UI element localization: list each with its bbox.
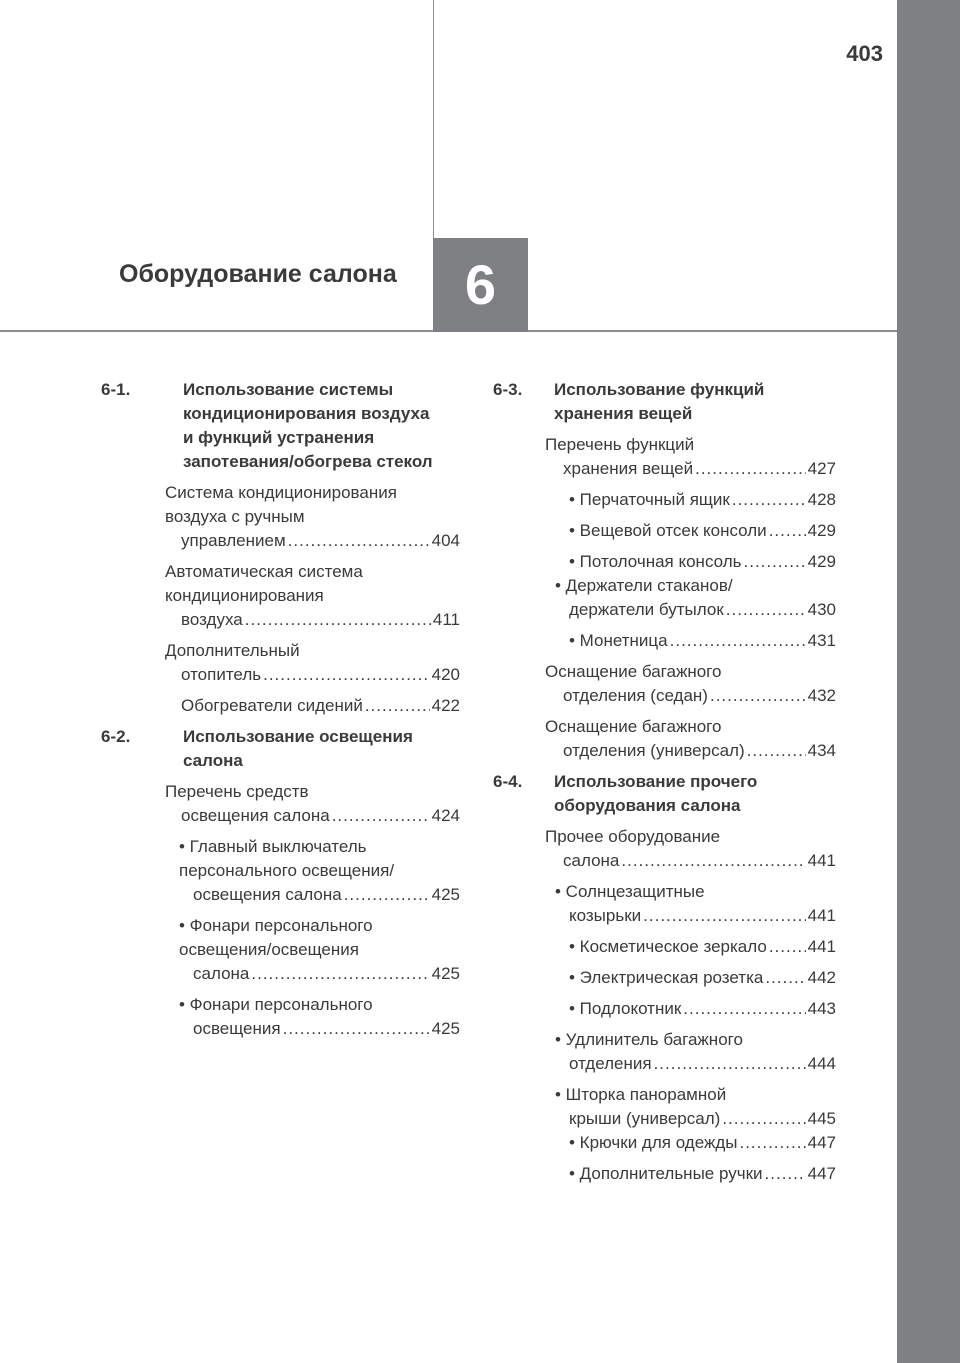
entry-text-line: освещения салона — [181, 806, 330, 825]
entry-page-number[interactable]: 425 — [431, 885, 460, 904]
entry-leader-row — [181, 804, 460, 828]
entry-page-number[interactable]: 441 — [807, 937, 836, 956]
entry-text-line: Система кондиционирования — [165, 483, 397, 502]
section-title-line: и функций устранения — [183, 428, 375, 447]
toc-bullet-entry[interactable] — [493, 488, 836, 512]
dot-leader — [245, 608, 431, 632]
entry-page-number[interactable]: 441 — [807, 851, 836, 870]
entry-leader-row — [193, 883, 460, 907]
dot-leader — [744, 550, 806, 574]
entry-page-number[interactable]: 425 — [431, 964, 460, 983]
dot-leader — [670, 629, 806, 653]
dot-leader — [283, 1017, 430, 1041]
entry-leader-row — [569, 488, 836, 512]
toc-section-heading — [493, 378, 836, 426]
entry-text-line: Обогреватели сидений — [181, 696, 363, 715]
entry-text-line: воздуха с ручным — [165, 507, 305, 526]
toc-bullet-entry[interactable] — [493, 1162, 836, 1186]
toc-entry[interactable] — [493, 660, 836, 708]
entry-leader-row — [569, 966, 836, 990]
toc-bullet-entry[interactable] — [493, 629, 836, 653]
dot-leader — [769, 519, 806, 543]
entry-page-number[interactable]: 432 — [807, 686, 836, 705]
toc-entry[interactable] — [493, 433, 836, 481]
section-title-line: салона — [183, 751, 243, 770]
entry-page-number[interactable]: 404 — [431, 531, 460, 550]
chapter-number-box: 6 — [433, 238, 528, 332]
entry-page-number[interactable]: 425 — [431, 1019, 460, 1038]
entry-text-line: • Крючки для одежды — [569, 1133, 738, 1152]
toc-bullet-entry[interactable] — [493, 1131, 836, 1155]
section-title-line: Использование освещения — [183, 727, 413, 746]
entry-text-line: • Фонари персонального — [179, 916, 373, 935]
entry-text-line: отделения (седан) — [563, 686, 708, 705]
entry-text-line: салона — [193, 964, 250, 983]
entry-leader-row — [563, 849, 836, 873]
entry-text-line: освещения салона — [193, 885, 342, 904]
section-title-line: запотевания/обогрева стекол — [183, 452, 433, 471]
entry-leader-row — [569, 1052, 836, 1076]
dot-leader — [765, 1162, 806, 1186]
toc-section-heading — [101, 378, 460, 474]
entry-page-number[interactable]: 444 — [807, 1054, 836, 1073]
section-title-line: Использование прочего — [554, 772, 758, 791]
toc-entry[interactable] — [101, 639, 460, 687]
section-number: 6-1. — [101, 380, 131, 399]
toc-bullet-entry[interactable] — [493, 519, 836, 543]
toc-entry[interactable] — [493, 715, 836, 763]
dot-leader — [365, 694, 430, 718]
entry-leader-row — [569, 1107, 836, 1131]
entry-leader-row — [569, 550, 836, 574]
entry-text-line: крыши (универсал) — [569, 1109, 721, 1128]
dot-leader — [332, 804, 430, 828]
entry-text-line: Перечень функций — [545, 435, 695, 454]
entry-text-line: • Главный выключатель — [179, 837, 367, 856]
dot-leader — [765, 966, 805, 990]
entry-page-number[interactable]: 424 — [431, 806, 460, 825]
entry-page-number[interactable]: 428 — [807, 490, 836, 509]
entry-leader-row — [569, 1131, 836, 1155]
entry-text-line: • Монетница — [569, 631, 668, 650]
section-number: 6-3. — [493, 380, 523, 399]
entry-text-line: • Вещевой отсек консоли — [569, 521, 767, 540]
entry-text-line: • Дополнительные ручки — [569, 1164, 763, 1183]
entry-page-number[interactable]: 443 — [807, 999, 836, 1018]
entry-leader-row — [193, 962, 460, 986]
entry-leader-row — [569, 1162, 836, 1186]
entry-leader-row — [569, 904, 836, 928]
toc-bullet-entry[interactable] — [493, 966, 836, 990]
dot-leader — [683, 997, 805, 1021]
entry-text-line: Автоматическая система — [165, 562, 363, 581]
entry-page-number[interactable]: 429 — [807, 521, 836, 540]
entry-text-line: Дополнительный — [165, 641, 300, 660]
dot-leader — [654, 1052, 806, 1076]
entry-text-line: отделения (универсал) — [563, 741, 745, 760]
dot-leader — [726, 598, 806, 622]
entry-leader-row — [181, 608, 460, 632]
entry-leader-row — [569, 997, 836, 1021]
section-title-line: кондиционирования воздуха — [183, 404, 430, 423]
entry-text-line: персонального освещения/ — [179, 861, 395, 880]
entry-text-line: Оснащение багажного — [545, 717, 722, 736]
entry-page-number[interactable]: 430 — [807, 600, 836, 619]
entry-text-line: Оснащение багажного — [545, 662, 722, 681]
entry-text-line: держатели бутылок — [569, 600, 724, 619]
toc-section-heading — [493, 770, 836, 818]
toc-bullet-entry[interactable] — [493, 1028, 836, 1076]
toc-entry[interactable] — [101, 481, 460, 553]
toc-bullet-entry[interactable] — [493, 935, 836, 959]
toc-entry[interactable] — [101, 560, 460, 632]
entry-text-line: воздуха — [181, 610, 243, 629]
dot-leader — [251, 962, 429, 986]
entry-page-number[interactable]: 429 — [807, 552, 836, 571]
entry-text-line: освещения/освещения — [179, 940, 359, 959]
toc-right-column — [493, 378, 836, 1193]
entry-text-line: отделения — [569, 1054, 652, 1073]
toc-bullet-entry[interactable] — [101, 835, 460, 907]
entry-page-number[interactable]: 427 — [807, 459, 836, 478]
dot-leader — [695, 457, 806, 481]
entry-text-line: • Перчаточный ящик — [569, 490, 730, 509]
toc-entry[interactable] — [101, 780, 460, 828]
toc-bullet-entry[interactable] — [493, 574, 836, 622]
dot-leader — [621, 849, 805, 873]
entry-leader-row — [563, 684, 836, 708]
dot-leader — [739, 1131, 805, 1155]
entry-page-number[interactable]: 447 — [807, 1164, 836, 1183]
toc-bullet-entry[interactable] — [101, 993, 460, 1041]
entry-leader-row — [569, 935, 836, 959]
entry-leader-row — [563, 457, 836, 481]
entry-text-line: • Шторка панорамной — [555, 1085, 727, 1104]
entry-text-line: • Электрическая розетка — [569, 968, 764, 987]
entry-text-line: Перечень средств — [165, 782, 309, 801]
dot-leader — [732, 488, 806, 512]
entry-leader-row — [181, 529, 460, 553]
entry-page-number[interactable]: 431 — [807, 631, 836, 650]
dot-leader — [722, 1107, 805, 1131]
entry-text-line: • Подлокотник — [569, 999, 682, 1018]
entry-text-line: козырьки — [569, 906, 642, 925]
dot-leader — [769, 935, 806, 959]
toc-bullet-entry[interactable] — [493, 550, 836, 574]
entry-text-line: кондиционирования — [165, 586, 324, 605]
entry-page-number[interactable]: 445 — [807, 1109, 836, 1128]
dot-leader — [643, 904, 805, 928]
entry-leader-row — [193, 1017, 460, 1041]
entry-text-line: • Косметическое зеркало — [569, 937, 767, 956]
section-number: 6-2. — [101, 727, 131, 746]
header-vertical-rule — [433, 0, 434, 240]
entry-text-line: • Держатели стаканов/ — [555, 576, 733, 595]
toc-entry[interactable] — [493, 825, 836, 873]
entry-text-line: • Удлинитель багажного — [555, 1030, 743, 1049]
toc-bullet-entry[interactable] — [493, 1083, 836, 1131]
section-title-line: оборудования салона — [554, 796, 741, 815]
entry-text-line: управлением — [181, 531, 286, 550]
section-number: 6-4. — [493, 772, 523, 791]
page-title: Оборудование салона — [119, 260, 397, 288]
page-number: 403 — [846, 41, 883, 66]
toc-bullet-entry[interactable] — [493, 880, 836, 928]
entry-text-line: • Фонари персонального — [179, 995, 373, 1014]
dot-leader — [344, 883, 430, 907]
entry-text-line: освещения — [193, 1019, 281, 1038]
dot-leader — [263, 663, 430, 687]
entry-page-number[interactable]: 434 — [807, 741, 836, 760]
entry-text-line: Прочее оборудование — [545, 827, 721, 846]
dot-leader — [747, 739, 806, 763]
entry-leader-row — [563, 739, 836, 763]
entry-page-number[interactable]: 420 — [431, 665, 460, 684]
entry-leader-row — [569, 629, 836, 653]
entry-leader-row — [569, 598, 836, 622]
toc-bullet-entry[interactable] — [101, 914, 460, 986]
entry-leader-row — [181, 694, 460, 718]
entry-page-number[interactable]: 411 — [432, 610, 460, 629]
toc-section-heading — [101, 725, 460, 773]
entry-page-number[interactable]: 442 — [807, 968, 836, 987]
entry-text-line: • Потолочная консоль — [569, 552, 742, 571]
entry-page-number[interactable]: 447 — [807, 1133, 836, 1152]
section-title-line: Использование функций — [554, 380, 765, 399]
entry-text-line: хранения вещей — [563, 459, 694, 478]
entry-text-line: салона — [563, 851, 620, 870]
section-title-line: Использование системы — [183, 380, 394, 399]
dot-leader — [710, 684, 806, 708]
entry-text-line: отопитель — [181, 665, 262, 684]
entry-page-number[interactable]: 441 — [807, 906, 836, 925]
toc-entry[interactable] — [101, 694, 460, 718]
entry-leader-row — [569, 519, 836, 543]
chapter-sidebar-tab — [897, 0, 960, 1363]
section-title-line: хранения вещей — [554, 404, 693, 423]
toc-bullet-entry[interactable] — [493, 997, 836, 1021]
entry-text-line: • Солнцезащитные — [555, 882, 705, 901]
entry-leader-row — [181, 663, 460, 687]
toc-left-column — [101, 378, 460, 1048]
entry-page-number[interactable]: 422 — [431, 696, 460, 715]
dot-leader — [288, 529, 430, 553]
